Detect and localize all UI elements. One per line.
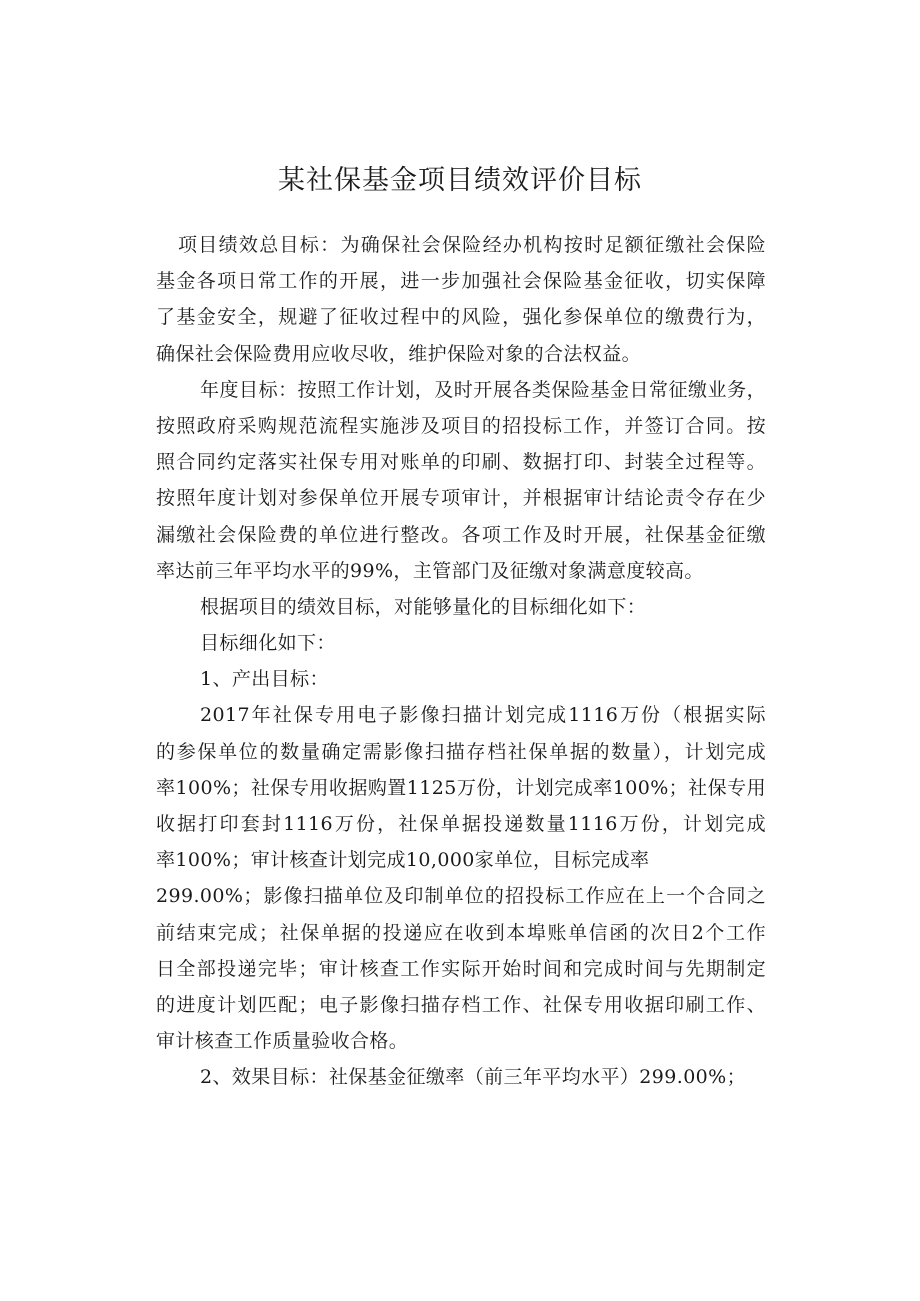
paragraph-line: 率100%；社保专用收据购置1125万份，计划完成率100%；社保专用 xyxy=(156,776,766,799)
paragraph-line: 率100%；审计核查计划完成10,000家单位，目标完成率 xyxy=(156,849,650,872)
paragraph-line: 项目绩效总目标：为确保社会保险经办机构按时足额征缴社会保险 xyxy=(178,234,766,256)
paragraph-line: 基金各项日常工作的开展，进一步加强社会保险基金征收，切实保障 xyxy=(156,270,766,293)
paragraph-line: 审计核查工作质量验收合格。 xyxy=(156,1030,409,1053)
document-body xyxy=(156,227,766,1096)
paragraph-line: 照合同约定落实社保专用对账单的印刷、数据打印、封装全过程等。 xyxy=(156,451,766,474)
paragraph-line: 根据项目的绩效目标，对能够量化的目标细化如下： xyxy=(200,595,647,618)
paragraph-line: 年度目标：按照工作计划，及时开展各类保险基金日常征缴业务， xyxy=(200,378,766,401)
document-title: 某社保基金项目绩效评价目标 xyxy=(278,165,642,196)
paragraph-line: 按照政府采购规范流程实施涉及项目的招投标工作，并签订合同。按 xyxy=(156,414,766,437)
paragraph-line: 了基金安全，规避了征收过程中的风险，强化参保单位的缴费行为， xyxy=(156,306,766,329)
paragraph-line: 率达前三年平均水平的99%，主管部门及征缴对象满意度较高。 xyxy=(156,559,704,582)
paragraph-line: 前结束完成；社保单据的投递应在收到本埠账单信函的次日2个工作 xyxy=(156,921,766,944)
paragraph-line: 按照年度计划对参保单位开展专项审计，并根据审计结论责令存在少 xyxy=(156,487,766,510)
section-heading: 2、效果目标：社保基金征缴率（前三年平均水平）299.00%； xyxy=(200,1066,747,1089)
section-heading: 1、产出目标： xyxy=(200,668,329,691)
paragraph-line: 日全部投递完毕；审计核查工作实际开始时间和完成时间与先期制定 xyxy=(156,957,766,980)
paragraph-line: 漏缴社会保险费的单位进行整改。各项工作及时开展，社保基金征缴 xyxy=(156,523,766,546)
paragraph-line: 收据打印套封1116万份，社保单据投递数量1116万份，计划完成 xyxy=(156,813,766,835)
paragraph-line: 299.00%；影像扫描单位及印制单位的招投标工作应在上一个合同之 xyxy=(156,885,766,908)
paragraph-line: 2017年社保专用电子影像扫描计划完成1116万份（根据实际 xyxy=(200,704,766,727)
paragraph-line: 的参保单位的数量确定需影像扫描存档社保单据的数量），计划完成 xyxy=(156,740,766,763)
paragraph-line: 的进度计划匹配；电子影像扫描存档工作、社保专用收据印刷工作、 xyxy=(156,993,766,1016)
paragraph-line: 目标细化如下： xyxy=(200,632,336,655)
paragraph-line: 确保社会保险费用应收尽收，维护保险对象的合法权益。 xyxy=(156,342,642,365)
